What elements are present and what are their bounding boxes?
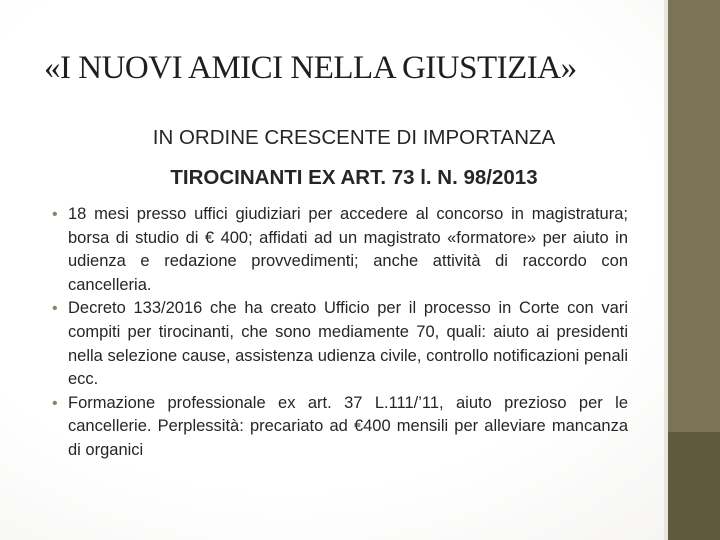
bullet-icon: • <box>52 394 58 412</box>
slide-title: «I NUOVI AMICI NELLA GIUSTIZIA» <box>44 50 577 86</box>
bullet-text-formazione: Formazione professionale ex art. 37 L.111/’11, aiuto prezioso per le cancellerie. Perplessità: precariato ad €400 mensili per alleviare mancanza di organici <box>68 393 628 459</box>
bullet-icon: • <box>52 300 58 318</box>
subtitle-importance: IN ORDINE CRESCENTE DI IMPORTANZA <box>152 126 556 149</box>
bullet-list <box>48 203 628 463</box>
bullet-text-decreto: Decreto 133/2016 che ha creato Ufficio per il processo in Corte con vari compiti per tirocinanti, che sono mediamente 70, quali: aiuto ai presidenti nella selezione cause, assistenza udienza civile, controllo notificazioni penali ecc. <box>68 299 628 389</box>
bullet-text-tirocinio: 18 mesi presso uffici giudiziari per accedere al concorso in magistratura; borsa di studio di € 400; affidati ad un magistrato «formatore» per aiuto in udienza e redazione provvedimenti; anche attività di raccordo con cancelleria. <box>68 205 628 294</box>
decorative-sidebar-accent <box>668 432 720 540</box>
list-item <box>48 297 628 391</box>
list-item <box>48 203 628 297</box>
list-item <box>48 392 628 463</box>
bullet-icon: • <box>52 206 58 223</box>
subtitle-trainees: TIROCINANTI EX ART. 73 l. N. 98/2013 <box>170 166 538 189</box>
